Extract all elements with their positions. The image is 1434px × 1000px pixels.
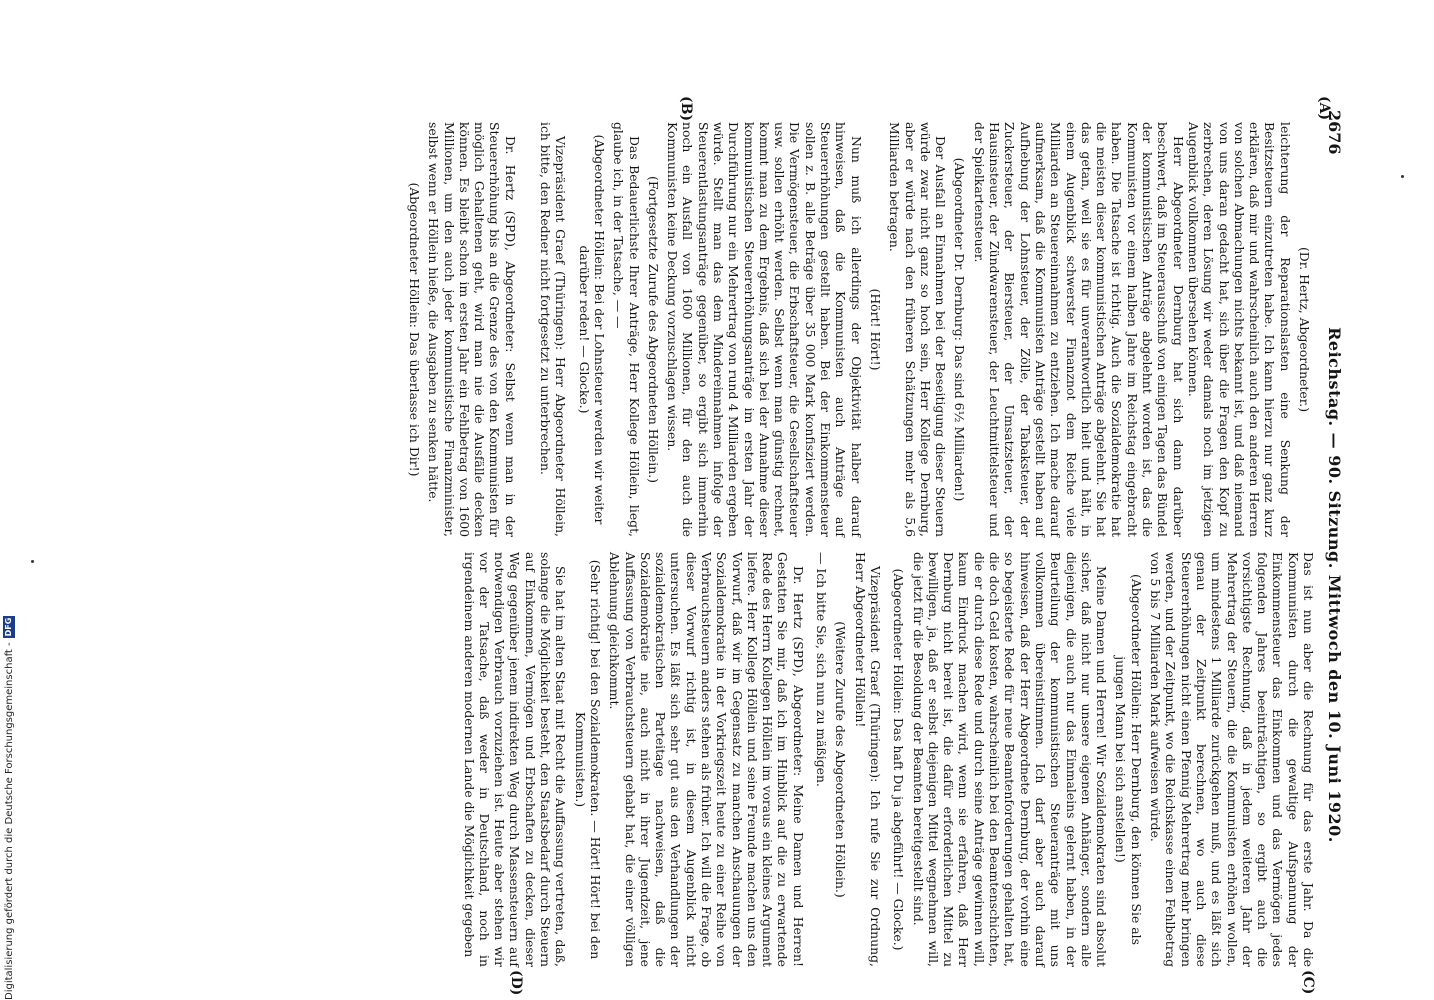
paragraph: Das Bedauerlichste Ihrer Anträge, Herr Kollege Höllein, liegt, glaube ich, in der Tatsache, — — xyxy=(611,122,642,537)
paragraph: Nun muß ich allerdings der Objektivität halber darauf hinweisen, daß die Kommunisten auch Anträge auf Steuererhöhungen gestellt haben. Bei der Einkommensteuer sollen z. B. alle Beträge über 35 000 Mark konfisziert werden. Die Vermögensteuer, die Erbschaftsteuer, die Gesellschaftsteuer usw. sollen erhöht werden. Selbst wenn man günstig rechnet, kommt man zu dem Ergebnis, daß sich bei der Annahme dieser kommunistischen Steuererhöhungsanträge im ersten Jahr der Durchführung nur ein Mehrertrag von rund 4 Milliarden ergeben würde. Stellt man das dem Mindereinnahmen infolge der Steuerentlastungsanträge gegenüber, so ergibt sich immerhin noch ein Ausfall von 1600 Millionen, für den auch die Kommunisten keine Deckung vorzuschlagen wissen. xyxy=(665,122,864,537)
scan-speck xyxy=(1401,175,1404,178)
paragraph: Dr. Hertz (SPD), Abgeordneter: Selbst wenn man in der Steuererhöhung bis an die Grenze des von den Kommunisten für möglich Gehaltenen geht, wird man nie die Ausfälle decken können. Es bleibt schon im ersten Jahr ein Fehlbetrag von 1600 Millionen, um den auch jeder kommunistische Finanzminister, selbst wenn er Höllein hieße, die Ausgaben zu senken hätte. xyxy=(426,122,518,537)
interjection: (Abgeordneter Höllein: Das überlasse ich Dir!) xyxy=(406,182,422,477)
right-column xyxy=(461,552,1316,967)
paragraph: Das ist nun aber die Rechnung für das erste Jahr. Da die Kommunisten durch die gewaltige Aufspannung der Einkommensteuer das Einkommen und das Vermögen jedes folgenden Jahres beeinträchtigen, so ergibt auch die vorsichtigste Rechnung, daß in jedem weiteren Jahr der Mehrertrag der Steuern, die die Kommunisten erhöhen wollen, um mindestens 1 Milliarde zurückgehen muß, und es läßt sich genau der Zeitpunkt berechnen, wo auch diese Steuererhöhungen nicht einen Pfennig Mehrertrag mehr bringen werden, und der Zeitpunkt, wo die Reichskasse einen Fehlbetrag von 5 bis 7 Milliarden Mark aufweisen würde. xyxy=(1148,552,1316,967)
paragraph: leichterung der Reparationslasten eine Senkung der Besitzsteuern einzutreten habe. Ich kann hierzu nur ganz kurz erklären, daß mir und wahrscheinlich auch den anderen Herren von solchen Abmachungen nichts bekannt ist, und daß niemand von uns daran gedacht hat, sich über die Fragen den Kopf zu zerbrechen, deren Lösung wir weder damals noch im jetzigen Augenblick vollkommen übersehen können. xyxy=(1185,122,1293,537)
margin-marker-b: (B) xyxy=(678,96,694,122)
speaker-note: (Dr. Hertz, Abgeordneter.) xyxy=(1297,246,1312,413)
paragraph: Herr Abgeordneter Dernburg hat sich dann darüber beschwert, daß im Steuerausschuß von einigen Tagen das Bündel der kommunistischen Anträge abgelehnt worden ist, das die Kommunisten vor einem halben Jahre im Reichstag eingebracht haben. Die Tatsache ist richtig. Auch die Sozialdemokratie hat die meisten dieser kommunistischen Anträge abgelehnt. Sie hat das getan, weil sie es für unverantwortlich hielt und hält, in einem Augenblick schwerster Finanznot dem Reiche viele Milliarden an Steuereinnahmen zu entziehen. Ich mache darauf aufmerksam, daß die Kommunisten Anträge gestellt haben auf Aufhebung der Lohnsteuer, der Zölle, der Tabaksteuer, der Zuckersteuer, der Biersteuer, der Umsatzsteuer, der Hausinsteuer, der Zündwarensteuer, der Leuchtmittelsteuer und der Spielkartensteuer. xyxy=(971,122,1186,537)
margin-marker-c: (C) xyxy=(1300,970,1316,995)
interjection: (Sehr richtig! bei den Sozialdemokraten. — Hört! Hört! bei den Kommunisten.) xyxy=(572,559,603,960)
paragraph: Meine Damen und Herren! Wir Sozialdemokraten sind absolut sicher, daß nicht nur unsere eigenen Anhänger, sondern alle diejenigen, die auch nur das Einmaleins gelernt haben, in der Beurteilung der kommunistischen Steueranträge mit uns vollkommen übereinstimmen. Ich darf aber auch darauf hinweisen, daß der Herr Abgeordnete Dernburg, der vorhin eine so begeisterte Rede für neue Beamtenforderungen gehalten hat, die doch Geld kosten, wahrscheinlich bei den Beamtenschichten, die er durch diese Rede und durch seine Anträge gewinnen will, kaum Eindruck machen wird, wenn sie erfahren, daß Herr Dernburg nicht bereit ist, die dafür erforderlichen Mittel zu bewilligen, ja, daß er selbst diejenigen Mittel wegnehmen will, die jetzt für die Besoldung der Beamten bereitgestellt sind. xyxy=(910,552,1110,967)
margin-marker-a: (A) xyxy=(1316,96,1332,121)
dfg-logo: DFG xyxy=(4,617,13,637)
paragraph: Vizepräsident Graef (Thüringen): Ich rufe Sie zur Ordnung, Herr Abgeordneter Höllein! xyxy=(852,552,883,967)
scan-speck xyxy=(31,560,34,563)
paragraph: — Ich bitte Sie, sich nun zu mäßigen. xyxy=(814,552,830,787)
interjection: (Abgeordneter Höllein: Bei der Lohnsteuer werden wir weiter darüber reden! — Glocke.) xyxy=(576,134,607,525)
digitization-credit xyxy=(2,596,16,1000)
paragraph: Dr. Hertz (SPD), Abgeordneter: Meine Damen und Herren! Gestatten Sie mir, daß ich im Hinblick auf die zu erwartende Rede des Herrn Kollegen Höllein im voraus ein kleines Argument liefere. Herr Kollege Höllein und seine Freunde machen uns den Vorwurf, daß wir im Gegensatz zu manchen Anschauungen der Sozialdemokratie in der Vorkriegszeit heute zu einer Reihe von Verbrauchsteuern anders stehen als früher. Ich will die Frage, ob dieser Vorwurf richtig ist, in diesem Augenblick nicht untersuchen. Es läßt sich sehr gut aus den Verhandlungen der sozialdemokratischen Parteitage nachweisen, daß die Sozialdemokratie nie, auch nicht in ihrer Jugendzeit, jene Auffassung von Verbrauchsteuern gehabt hat, die einer völligen Ablehnung gleichkommt. xyxy=(607,552,806,967)
interjection: (Hört! Hört!) xyxy=(867,288,883,371)
paragraph: Sie hat im alten Staat mit Recht die Auffassung vertreten, daß, solange die Möglichkeit besteht, den Staatsbedarf durch Steuern auf Einkommen, Vermögen und Erbschaften zu decken, dieser Weg gegenüber jenem indirekten Weg durch Massensteuern auf notwendigen Verbrauch vorzuziehen ist. Heute aber stehen wir vor der Tatsache, daß weder in Deutschland, noch in irgendeinem anderen modernen Lande die Möglichkeit gegeben xyxy=(461,552,569,967)
page-number: 2676 xyxy=(1325,110,1345,155)
paragraph: Vizepräsident Graef (Thüringen): Herr Abgeordneter Höllein, ich bitte, den Redner nicht fortgesetzt zu unterbrechen. xyxy=(538,122,569,537)
page-title: Reichstag. — 90. Sitzung. Mittwoch den 10. Juni 1920. xyxy=(1325,327,1345,843)
interjection: (Weitere Zurufe des Abgeordneten Höllein.) xyxy=(833,621,849,898)
paragraph: Der Ausfall an Einnahmen bei der Beseitigung dieser Steuern würde zwar nicht ganz so hoch sein, Herr Kollege Dernburg, aber er würde nach den früheren Schätzungen mehr als 5,6 Milliarden betragen. xyxy=(887,122,949,537)
interjection: (Abgeordneter Höllein: Herr Dernburg, den können Sie als jungen Mann bei sich anstellen!) xyxy=(1113,574,1144,945)
credit-text: Digitalisierung gefördert durch die Deutsche Forschungsgemeinschaft - xyxy=(3,642,15,1000)
interjection: (Fortgesetzte Zurufe des Abgeordneten Höllein.) xyxy=(645,176,661,483)
interjection: (Abgeordneter Dr. Dernburg: Das sind 6½ Milliarden!) xyxy=(952,157,968,502)
margin-marker-d: (D) xyxy=(508,970,524,996)
page-header xyxy=(1320,110,1350,970)
left-column xyxy=(403,122,1316,537)
interjection: (Abgeordneter Höllein: Das haft Du ja abgeführt! — Glocke.) xyxy=(891,568,907,951)
